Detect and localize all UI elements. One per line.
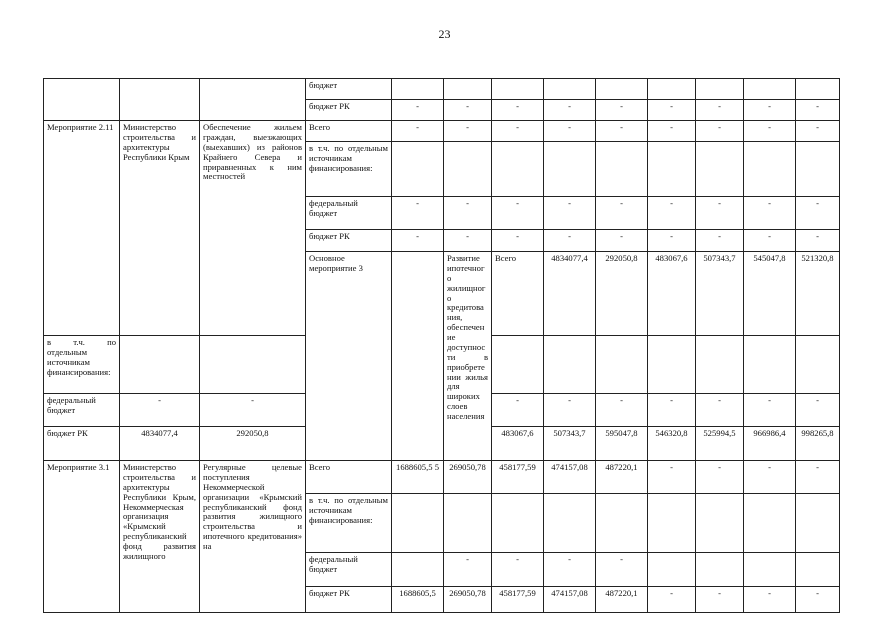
amount-cell: - bbox=[796, 461, 840, 494]
funding-source-label: бюджет РК bbox=[306, 587, 392, 613]
amount-cell: - bbox=[444, 100, 492, 121]
funding-source-label: в т.ч. по отдельным источникам финансирования: bbox=[306, 494, 392, 553]
amount-cell: - bbox=[492, 230, 544, 252]
amount-cell bbox=[744, 142, 796, 197]
amount-cell: - bbox=[444, 230, 492, 252]
amount-cell bbox=[596, 79, 648, 100]
amount-cell bbox=[648, 142, 696, 197]
amount-cell: - bbox=[696, 230, 744, 252]
amount-cell: - bbox=[696, 394, 744, 427]
amount-cell: - bbox=[696, 587, 744, 613]
funding-source-label: бюджет bbox=[306, 79, 392, 100]
amount-cell: - bbox=[596, 197, 648, 230]
amount-cell bbox=[696, 142, 744, 197]
amount-cell: 966986,4 bbox=[744, 427, 796, 461]
funding-source-label: Всего bbox=[306, 461, 392, 494]
amount-cell bbox=[444, 494, 492, 553]
amount-cell: 545047,8 bbox=[744, 252, 796, 336]
amount-cell: - bbox=[648, 461, 696, 494]
amount-cell: - bbox=[696, 197, 744, 230]
amount-cell: - bbox=[544, 230, 596, 252]
activity-cell: Основное мероприятие 3 bbox=[306, 252, 392, 461]
amount-cell: - bbox=[796, 394, 840, 427]
amount-cell: - bbox=[696, 100, 744, 121]
amount-cell: - bbox=[544, 100, 596, 121]
executor-cell bbox=[120, 79, 200, 121]
amount-cell: - bbox=[744, 461, 796, 494]
amount-cell: - bbox=[648, 197, 696, 230]
amount-cell bbox=[596, 336, 648, 394]
amount-cell bbox=[744, 494, 796, 553]
funding-source-label: в т.ч. по отдельным источникам финансирования: bbox=[306, 142, 392, 197]
funding-source-label: федеральный бюджет bbox=[306, 197, 392, 230]
funding-source-label: бюджет РК bbox=[306, 230, 392, 252]
executor-cell: Министерство строительства и архитектуры Республики Крым, Некоммерческая организация «Крымский республиканский фонд развития жилищного bbox=[120, 461, 200, 613]
amount-cell bbox=[392, 553, 444, 587]
executor-cell bbox=[392, 252, 444, 461]
table-row bbox=[44, 461, 840, 494]
amount-cell: - bbox=[648, 230, 696, 252]
table-row bbox=[44, 79, 840, 100]
amount-cell: - bbox=[648, 394, 696, 427]
amount-cell: - bbox=[200, 394, 306, 427]
amount-cell: - bbox=[392, 121, 444, 142]
amount-cell: - bbox=[544, 121, 596, 142]
amount-cell: 546320,8 bbox=[648, 427, 696, 461]
amount-cell bbox=[744, 553, 796, 587]
amount-cell: - bbox=[596, 100, 648, 121]
budget-table bbox=[43, 78, 840, 613]
amount-cell: - bbox=[796, 100, 840, 121]
amount-cell bbox=[492, 494, 544, 553]
amount-cell: - bbox=[120, 394, 200, 427]
amount-cell: 458177,59 bbox=[492, 461, 544, 494]
amount-cell bbox=[696, 494, 744, 553]
amount-cell: - bbox=[544, 394, 596, 427]
amount-cell: - bbox=[596, 121, 648, 142]
amount-cell: - bbox=[444, 121, 492, 142]
amount-cell: 1688605,5 bbox=[392, 587, 444, 613]
funding-source-label: федеральный бюджет bbox=[306, 553, 392, 587]
amount-cell: - bbox=[744, 587, 796, 613]
funding-source-label: федеральный бюджет bbox=[44, 394, 120, 427]
amount-cell bbox=[444, 79, 492, 100]
amount-cell bbox=[596, 494, 648, 553]
amount-cell: - bbox=[744, 394, 796, 427]
amount-cell bbox=[696, 336, 744, 394]
amount-cell bbox=[392, 494, 444, 553]
amount-cell: 483067,6 bbox=[492, 427, 544, 461]
amount-cell: - bbox=[596, 230, 648, 252]
amount-cell: - bbox=[444, 197, 492, 230]
page-number: 23 bbox=[438, 27, 451, 41]
amount-cell: 269050,78 bbox=[444, 587, 492, 613]
amount-cell: 1688605,5 5 bbox=[392, 461, 444, 494]
amount-cell: 525994,5 bbox=[696, 427, 744, 461]
amount-cell bbox=[744, 336, 796, 394]
amount-cell: - bbox=[392, 197, 444, 230]
description-cell: Обеспечение жильем граждан, выезжающих (выехавших) из районов Крайнего Севера и приравненных к ним местностей bbox=[200, 121, 306, 336]
amount-cell bbox=[544, 494, 596, 553]
amount-cell bbox=[796, 553, 840, 587]
amount-cell bbox=[796, 494, 840, 553]
amount-cell bbox=[492, 79, 544, 100]
amount-cell bbox=[696, 79, 744, 100]
amount-cell bbox=[744, 79, 796, 100]
amount-cell: - bbox=[492, 394, 544, 427]
amount-cell: 521320,8 bbox=[796, 252, 840, 336]
amount-cell: - bbox=[596, 394, 648, 427]
amount-cell: 474157,08 bbox=[544, 587, 596, 613]
funding-source-label: бюджет РК bbox=[306, 100, 392, 121]
amount-cell bbox=[796, 336, 840, 394]
description-cell: Развитие ипотечного жилищного кредитования, обеспечение доступности в приобретении жилья для широких слоев населения bbox=[444, 252, 492, 461]
amount-cell: - bbox=[796, 587, 840, 613]
amount-cell: 487220,1 bbox=[596, 587, 648, 613]
funding-source-label: Всего bbox=[492, 252, 544, 336]
amount-cell bbox=[596, 142, 648, 197]
activity-cell: Мероприятие 3.1 bbox=[44, 461, 120, 613]
amount-cell: 507343,7 bbox=[544, 427, 596, 461]
amount-cell: - bbox=[696, 461, 744, 494]
amount-cell: - bbox=[492, 121, 544, 142]
funding-source-label: Всего bbox=[306, 121, 392, 142]
amount-cell bbox=[444, 142, 492, 197]
executor-cell: Министерство строительства и архитектуры Республики Крым bbox=[120, 121, 200, 336]
amount-cell bbox=[392, 79, 444, 100]
amount-cell: - bbox=[492, 553, 544, 587]
amount-cell: - bbox=[444, 553, 492, 587]
amount-cell bbox=[544, 79, 596, 100]
amount-cell bbox=[796, 79, 840, 100]
amount-cell: 507343,7 bbox=[696, 252, 744, 336]
amount-cell bbox=[796, 142, 840, 197]
amount-cell: 292050,8 bbox=[200, 427, 306, 461]
amount-cell bbox=[544, 142, 596, 197]
amount-cell: - bbox=[796, 121, 840, 142]
activity-cell: Мероприятие 2.11 bbox=[44, 121, 120, 336]
amount-cell bbox=[544, 336, 596, 394]
amount-cell bbox=[696, 553, 744, 587]
table-row bbox=[44, 121, 840, 142]
amount-cell: - bbox=[744, 100, 796, 121]
amount-cell: 474157,08 bbox=[544, 461, 596, 494]
amount-cell: 595047,8 bbox=[596, 427, 648, 461]
amount-cell bbox=[648, 79, 696, 100]
amount-cell bbox=[648, 494, 696, 553]
amount-cell: - bbox=[796, 230, 840, 252]
amount-cell bbox=[648, 336, 696, 394]
amount-cell bbox=[120, 336, 200, 394]
amount-cell: - bbox=[648, 100, 696, 121]
amount-cell: 998265,8 bbox=[796, 427, 840, 461]
amount-cell bbox=[200, 336, 306, 394]
amount-cell bbox=[648, 553, 696, 587]
amount-cell: - bbox=[744, 121, 796, 142]
amount-cell: 483067,6 bbox=[648, 252, 696, 336]
amount-cell: - bbox=[492, 197, 544, 230]
amount-cell bbox=[492, 142, 544, 197]
amount-cell: - bbox=[544, 197, 596, 230]
amount-cell: - bbox=[392, 230, 444, 252]
amount-cell: - bbox=[648, 587, 696, 613]
amount-cell: - bbox=[392, 100, 444, 121]
amount-cell: - bbox=[744, 197, 796, 230]
amount-cell: 269050,78 bbox=[444, 461, 492, 494]
amount-cell: - bbox=[544, 553, 596, 587]
amount-cell: - bbox=[492, 100, 544, 121]
amount-cell: 4834077,4 bbox=[544, 252, 596, 336]
amount-cell: - bbox=[796, 197, 840, 230]
description-cell bbox=[200, 79, 306, 121]
description-cell: Регулярные целевые поступления Некоммерческой организации «Крымский республиканский фонд развития жилищного строительства и ипотечного кредитования» на bbox=[200, 461, 306, 613]
amount-cell bbox=[492, 336, 544, 394]
amount-cell bbox=[392, 142, 444, 197]
amount-cell: 292050,8 bbox=[596, 252, 648, 336]
amount-cell: - bbox=[696, 121, 744, 142]
activity-cell bbox=[44, 79, 120, 121]
amount-cell: 487220,1 bbox=[596, 461, 648, 494]
amount-cell: - bbox=[596, 553, 648, 587]
amount-cell: - bbox=[744, 230, 796, 252]
funding-source-label: бюджет РК bbox=[44, 427, 120, 461]
amount-cell: - bbox=[648, 121, 696, 142]
amount-cell: 4834077,4 bbox=[120, 427, 200, 461]
funding-source-label: в т.ч. по отдельным источникам финансирования: bbox=[44, 336, 120, 394]
amount-cell: 458177,59 bbox=[492, 587, 544, 613]
